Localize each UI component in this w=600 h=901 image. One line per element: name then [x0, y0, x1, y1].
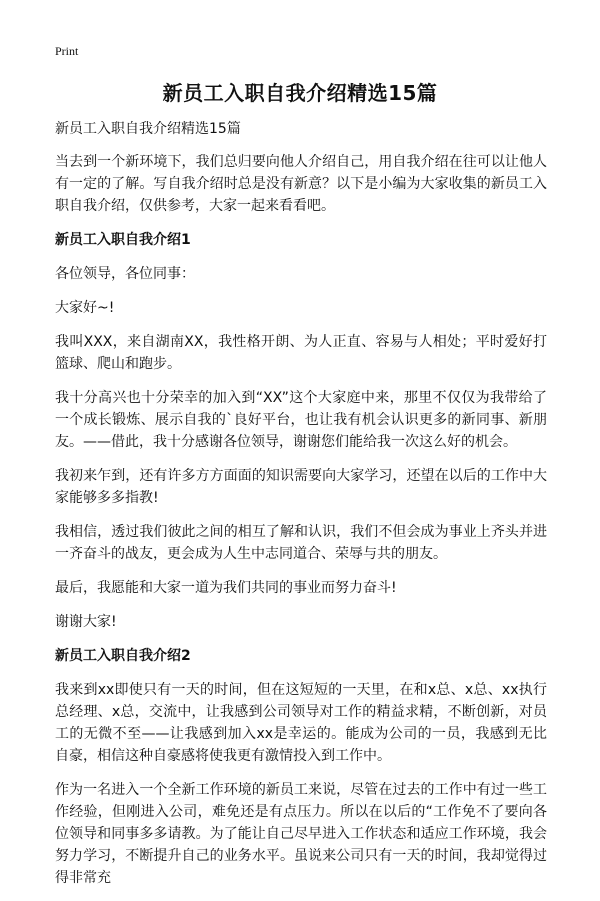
paragraph: 我相信，透过我们彼此之间的相互了解和认识，我们不但会成为事业上齐头并进一齐奋斗的战友，更会成为人生中志同道合、荣辱与共的朋友。: [55, 524, 547, 562]
page-title: 新员工入职自我介绍精选15篇: [162, 81, 438, 105]
paragraph: 各位领导，各位同事：: [55, 266, 195, 282]
paragraph: 最后，我愿能和大家一道为我们共同的事业而努力奋斗!: [55, 580, 397, 596]
paragraph: 我十分高兴也十分荣幸的加入到“XX”这个大家庭中来，那里不仅仅为我带给了一个成长锻炼、展示自我的`良好平台，也让我有机会认识更多的新同事、新朋友。——借此，我十分感谢各位领导，谢谢您们能给我一次这么好的机会。: [55, 390, 547, 450]
paragraph: 我初来乍到，还有许多方方面面的知识需要向大家学习，还望在以后的工作中大家能够多多指教!: [55, 468, 547, 506]
paragraph: 大家好~!: [55, 300, 115, 316]
paragraph: 我叫XXX，来自湖南XX，我性格开朗、为人正直、容易与人相处；平时爱好打篮球、爬山和跑步。: [55, 334, 547, 372]
paragraph: 谢谢大家!: [55, 614, 117, 630]
section-heading: 新员工入职自我介绍1: [55, 232, 191, 248]
document-subtitle: 新员工入职自我介绍精选15篇: [55, 121, 241, 137]
intro-paragraph: 当去到一个新环境下，我们总归要向他人介绍自己，用自我介绍在往可以让他人有一定的了解。写自我介绍时总是没有新意？以下是小编为大家收集的新员工入职自我介绍，仅供参考，大家一起来看看吧。: [55, 154, 547, 214]
print-link[interactable]: Print: [55, 44, 79, 58]
section-heading: 新员工入职自我介绍2: [55, 648, 191, 664]
document-body: [55, 118, 547, 901]
paragraph: 作为一名进入一个全新工作环境的新员工来说，尽管在过去的工作中有过一些工作经验，但刚进入公司，难免还是有点压力。所以在以后的“工作免不了要向各位领导和同事多多请教。为了能让自己尽早进入工作状态和适应工作环境，我会努力学习，不断提升自己的业务水平。虽说来公司只有一天的时间，我却觉得过得非常充: [55, 782, 547, 886]
paragraph: 我来到xx即使只有一天的时间，但在这短短的一天里，在和x总、x总、xx执行总经理、x总，交流中，让我感到公司领导对工作的精益求精，不断创新，对员工的无微不至——让我感到加入xx是幸运的。能成为公司的一员，我感到无比自豪，相信这种自豪感将使我更有激情投入到工作中。: [55, 682, 547, 764]
